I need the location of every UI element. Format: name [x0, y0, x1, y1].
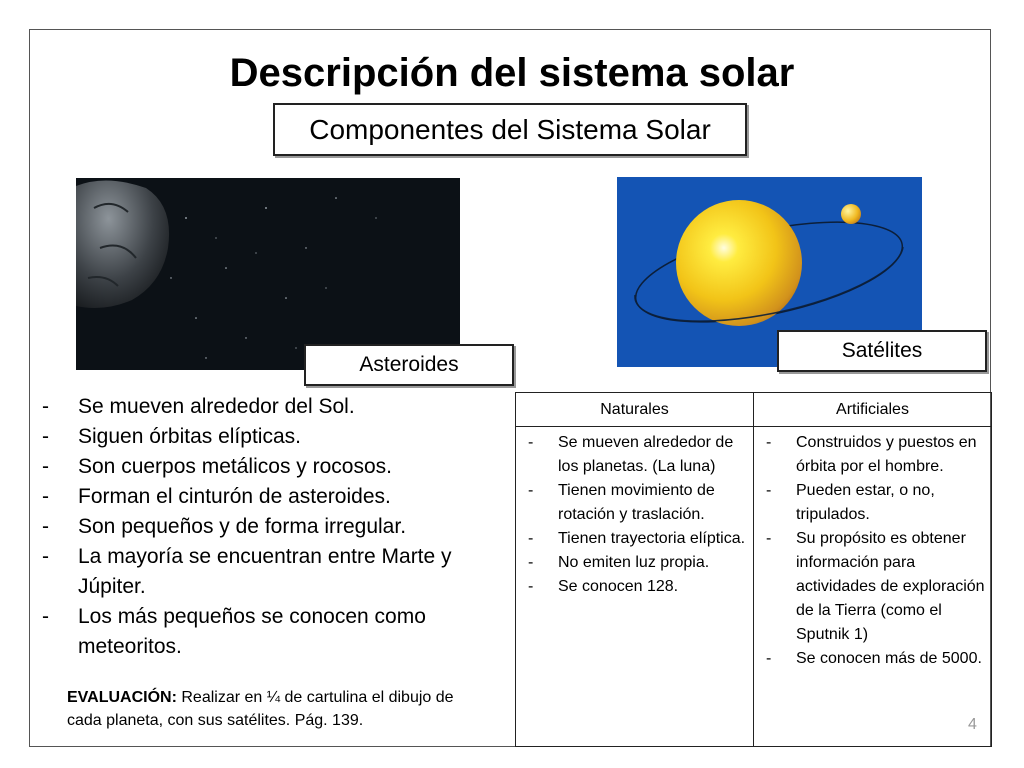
bullet-text: Se mueven alrededor del Sol. — [78, 395, 355, 418]
bullet-text: Son cuerpos metálicos y rocosos. — [78, 455, 392, 478]
bullet-text: Tienen movimiento de rotación y traslación. — [558, 482, 715, 523]
bullet-text: Forman el cinturón de asteroides. — [78, 485, 391, 508]
evaluation-note — [67, 686, 487, 732]
bullet-dash: - — [42, 605, 49, 628]
satellites-table — [515, 392, 992, 747]
list-item — [40, 422, 480, 452]
bullet-dash: - — [42, 425, 49, 448]
bullet-text: Siguen órbitas elípticas. — [78, 425, 301, 448]
bullet-dash: - — [766, 650, 772, 667]
bullet-dash: - — [528, 434, 534, 451]
list-item — [760, 527, 987, 647]
asteroid-bullet-list — [40, 392, 480, 662]
bullet-dash: - — [528, 578, 534, 595]
bullet-dash: - — [766, 530, 772, 547]
bullet-text: No emiten luz propia. — [558, 554, 710, 571]
list-item — [760, 647, 987, 671]
bullet-dash: - — [766, 434, 772, 451]
bullet-text: La mayoría se encuentran entre Marte y Júpiter. — [78, 545, 452, 598]
bullet-text: Tienen trayectoria elíptica. — [558, 530, 746, 547]
satellites-label: Satélites — [777, 330, 987, 372]
bullet-text: Construidos y puestos en órbita por el hombre. — [796, 434, 977, 475]
list-item — [40, 542, 480, 602]
bullet-dash: - — [766, 482, 772, 499]
list-item — [40, 452, 480, 482]
list-item — [522, 575, 749, 599]
bullet-dash: - — [528, 482, 534, 499]
bullet-text: Los más pequeños se conocen como meteoritos. — [78, 605, 426, 658]
slide-title: Descripción del sistema solar — [229, 51, 795, 95]
naturales-cell — [516, 427, 754, 747]
bullet-text: Su propósito es obtener información para actividades de exploración de la Tierra (como el Sputnik 1) — [796, 530, 985, 643]
list-item — [760, 431, 987, 479]
bullet-dash: - — [42, 455, 49, 478]
list-item — [522, 431, 749, 479]
list-item — [760, 479, 987, 527]
column-header-naturales: Naturales — [516, 393, 754, 427]
evaluation-text: Realizar en ¼ de cartulina el dibujo de cada planeta, con sus satélites. Pág. 139. — [67, 689, 454, 729]
subtitle-box: Componentes del Sistema Solar — [273, 103, 747, 156]
bullet-dash: - — [42, 485, 49, 508]
bullet-text: Se conocen más de 5000. — [796, 650, 982, 667]
column-header-artificiales: Artificiales — [754, 393, 992, 427]
list-item — [40, 602, 480, 662]
bullet-text: Se conocen 128. — [558, 578, 679, 595]
list-item — [522, 527, 749, 551]
bullet-dash: - — [42, 395, 49, 418]
asteroids-label: Asteroides — [304, 344, 514, 386]
list-item — [522, 551, 749, 575]
page-number: 4 — [968, 716, 977, 733]
list-item — [40, 392, 480, 422]
bullet-dash: - — [42, 515, 49, 538]
bullet-text: Pueden estar, o no, tripulados. — [796, 482, 935, 523]
bullet-dash: - — [528, 530, 534, 547]
asteroid-image — [76, 178, 460, 370]
evaluation-heading: EVALUACIÓN: — [67, 689, 177, 706]
bullet-dash: - — [42, 545, 49, 568]
bullet-text: Son pequeños y de forma irregular. — [78, 515, 407, 538]
artificiales-cell — [754, 427, 992, 747]
table-row — [516, 427, 992, 747]
list-item — [40, 512, 480, 542]
list-item — [40, 482, 480, 512]
bullet-text: Se mueven alrededor de los planetas. (La luna) — [558, 434, 734, 475]
bullet-dash: - — [528, 554, 534, 571]
list-item — [522, 479, 749, 527]
